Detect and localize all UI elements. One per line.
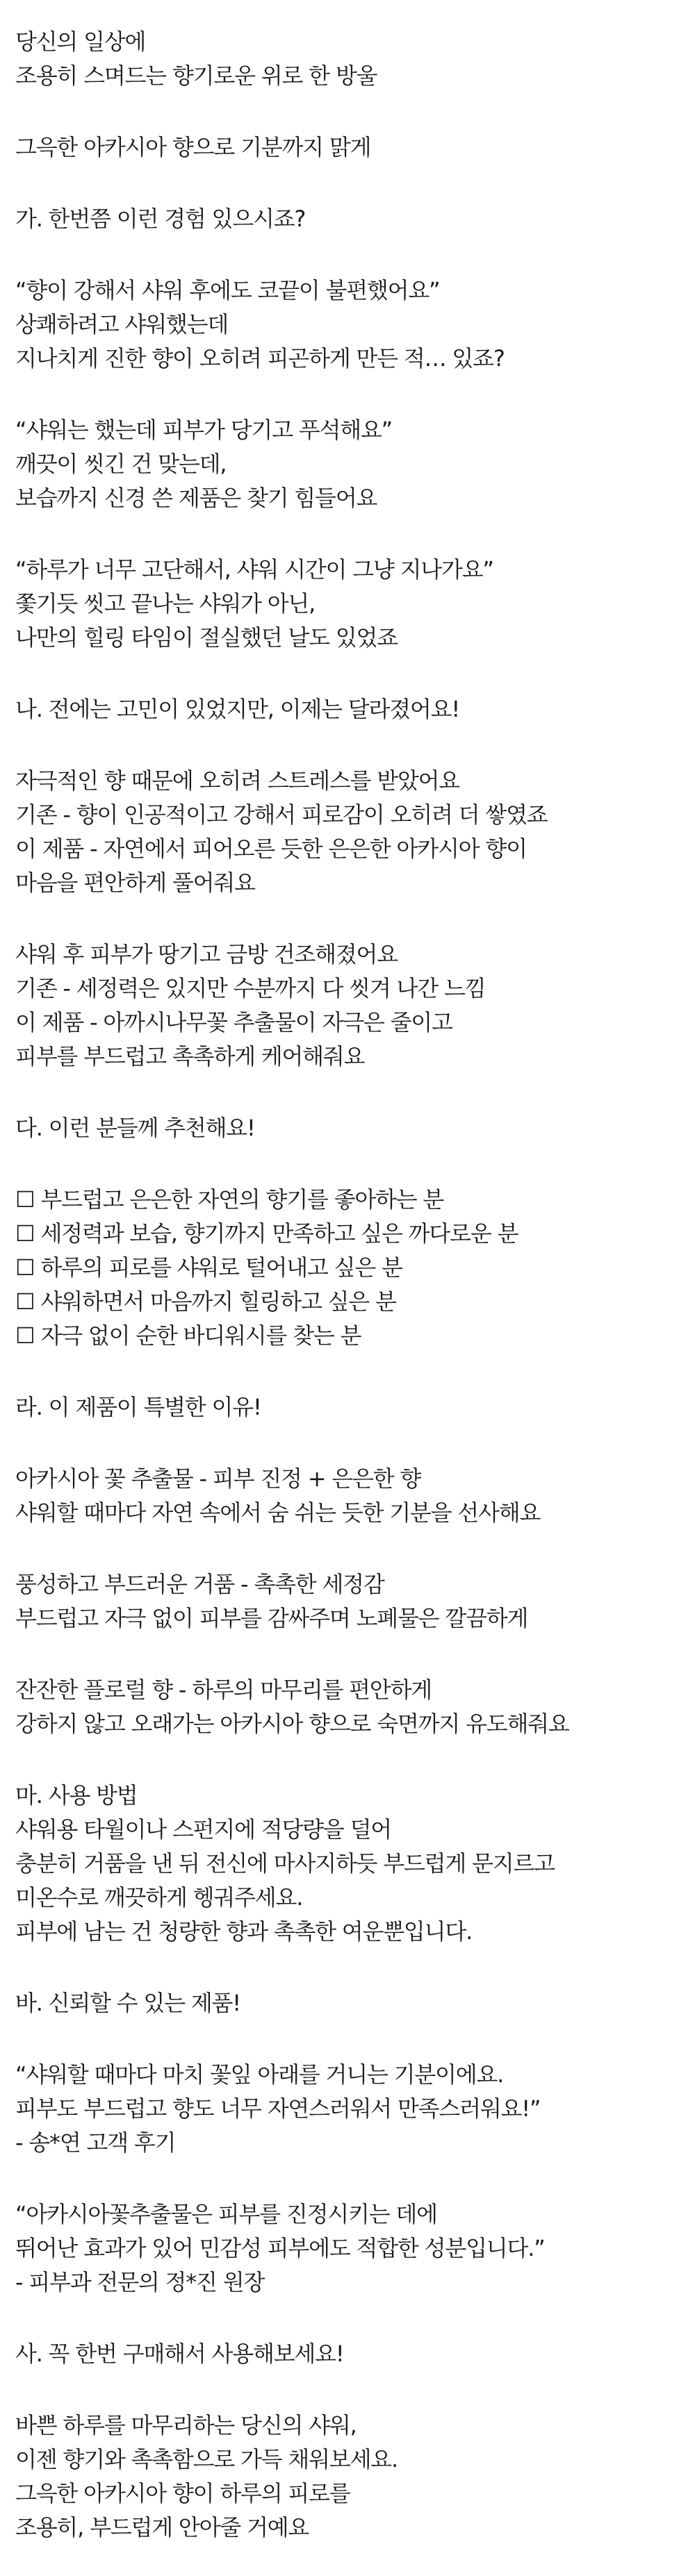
paragraph [15, 938, 680, 1074]
text-line: 아카시아 꽃 추출물 - 피부 진정 + 은은한 향 [15, 1465, 421, 1492]
text-line: “하루가 너무 고단해서, 샤워 시간이 그냥 지나가요” [15, 556, 493, 583]
text-line: 가. 한번쯤 이런 경험 있으시죠? [15, 206, 306, 232]
text-line: 피부를 부드럽고 촉촉하게 케어해줘요 [15, 1043, 365, 1070]
paragraph [15, 202, 680, 236]
text-line: - 송*연 고객 후기 [15, 2129, 176, 2156]
text-line: 조용히 스며드는 향기로운 위로 한 방울 [15, 63, 377, 89]
text-line: “샤워는 했는데 피부가 당기고 푸석해요” [15, 417, 393, 443]
paragraph [15, 2409, 680, 2545]
paragraph [15, 1111, 680, 1145]
text-line: 기존 - 향이 인공적이고 강해서 피로감이 오히려 더 쌓였죠 [15, 801, 548, 828]
paragraph [15, 1673, 680, 1741]
text-line: 미온수로 깨끗하게 헹궈주세요. [15, 1884, 303, 1911]
text-line: 바. 신뢰할 수 있는 제품! [15, 1990, 240, 2016]
paragraph [15, 131, 680, 165]
paragraph [15, 1183, 680, 1353]
text-line: 다. 이런 분들께 추천해요! [15, 1115, 255, 1141]
paragraph [15, 1390, 680, 1424]
text-line: 샤워할 때마다 자연 속에서 숨 쉬는 듯한 기분을 선사해요 [15, 1499, 541, 1526]
text-line: 피부도 부드럽고 향도 너무 자연스러워서 만족스러워요!” [15, 2095, 541, 2122]
text-line: 마음을 편안하게 풀어줘요 [15, 870, 255, 896]
text-line: “샤워할 때마다 마치 꽃잎 아래를 거니는 기분이에요. [15, 2061, 504, 2088]
paragraph [15, 1568, 680, 1636]
paragraph [15, 764, 680, 900]
paragraph [15, 2337, 680, 2371]
text-line: 사. 꼭 한번 구매해서 사용해보세요! [15, 2341, 344, 2367]
paragraph [15, 1779, 680, 1949]
text-line: 바쁜 하루를 마무리하는 당신의 샤워, [15, 2412, 357, 2438]
text-line: - 피부과 전문의 정*진 원장 [15, 2269, 265, 2295]
text-line: ☐ 자극 없이 순한 바디워시를 찾는 분 [15, 1322, 361, 1349]
text-line: 충분히 거품을 낸 뒤 전신에 마사지하듯 부드럽게 문지르고 [15, 1850, 555, 1877]
text-line: 이 제품 - 자연에서 피어오른 듯한 은은한 아카시아 향이 [15, 836, 527, 862]
text-line: 피부에 남는 건 청량한 향과 촉촉한 여운뿐입니다. [15, 1918, 473, 1945]
text-line: 그윽한 아카시아 향으로 기분까지 맑게 [15, 134, 371, 160]
paragraph [15, 274, 680, 376]
text-line: 부드럽고 자극 없이 피부를 감싸주며 노폐물은 깔끔하게 [15, 1605, 528, 1631]
text-line: ☐ 세정력과 보습, 향기까지 만족하고 싶은 까다로운 분 [15, 1220, 518, 1247]
text-line: “아카시아꽃추출물은 피부를 진정시키는 데에 [15, 2201, 437, 2227]
text-line: 깨끗이 씻긴 건 맞는데, [15, 451, 227, 477]
text-line: 마. 사용 방법 [15, 1782, 138, 1809]
paragraph [15, 1462, 680, 1530]
text-line: 샤워용 타월이나 스펀지에 적당량을 덜어 [15, 1816, 391, 1843]
text-line: 쫓기듯 씻고 끝나는 샤워가 아닌, [15, 590, 316, 617]
text-line: 잔잔한 플로럴 향 - 하루의 마무리를 편안하게 [15, 1677, 432, 1703]
text-line: 나만의 힐링 타임이 절실했던 날도 있었죠 [15, 624, 398, 651]
text-line: 지나치게 진한 향이 오히려 피곤하게 만든 적… 있죠? [15, 345, 505, 372]
text-line: 기존 - 세정력은 있지만 수분까지 다 씻겨 나간 느낌 [15, 975, 486, 1002]
text-line: ☐ 하루의 피로를 샤워로 털어내고 싶은 분 [15, 1254, 402, 1281]
text-line: 조용히, 부드럽게 안아줄 거예요 [15, 2514, 309, 2541]
text-line: 이젠 향기와 촉촉함으로 가득 채워보세요. [15, 2446, 398, 2473]
text-line: ☐ 샤워하면서 마음까지 힐링하고 싶은 분 [15, 1288, 396, 1315]
text-line: 뛰어난 효과가 있어 민감성 피부에도 적합한 성분입니다.” [15, 2235, 545, 2261]
paragraph [15, 25, 680, 93]
text-line: 라. 이 제품이 특별한 이유! [15, 1394, 261, 1420]
paragraph [15, 2058, 680, 2160]
text-line: “향이 강해서 샤워 후에도 코끝이 불편했어요” [15, 277, 440, 304]
text-line: 그윽한 아카시아 향이 하루의 피로를 [15, 2480, 350, 2507]
text-line: 이 제품 - 아까시나무꽃 추출물이 자극은 줄이고 [15, 1009, 452, 1036]
paragraph [15, 2197, 680, 2300]
paragraph [15, 1986, 680, 2020]
paragraph [15, 692, 680, 726]
text-line: 보습까지 신경 쓴 제품은 찾기 힘들어요 [15, 485, 377, 511]
paragraph [15, 413, 680, 515]
text-line: ☐ 부드럽고 은은한 자연의 향기를 좋아하는 분 [15, 1186, 444, 1213]
text-line: 당신의 일상에 [15, 28, 146, 55]
text-line: 나. 전에는 고민이 있었지만, 이제는 달라졌어요! [15, 696, 459, 722]
text-line: 강하지 않고 오래가는 아카시아 향으로 숙면까지 유도해줘요 [15, 1711, 569, 1737]
paragraph [15, 553, 680, 655]
text-line: 자극적인 향 때문에 오히려 스트레스를 받았어요 [15, 767, 460, 794]
text-line: 샤워 후 피부가 땅기고 금방 건조해졌어요 [15, 941, 398, 967]
text-line: 상쾌하려고 샤워했는데 [15, 311, 229, 338]
text-line: 풍성하고 부드러운 거품 - 촉촉한 세정감 [15, 1571, 384, 1597]
